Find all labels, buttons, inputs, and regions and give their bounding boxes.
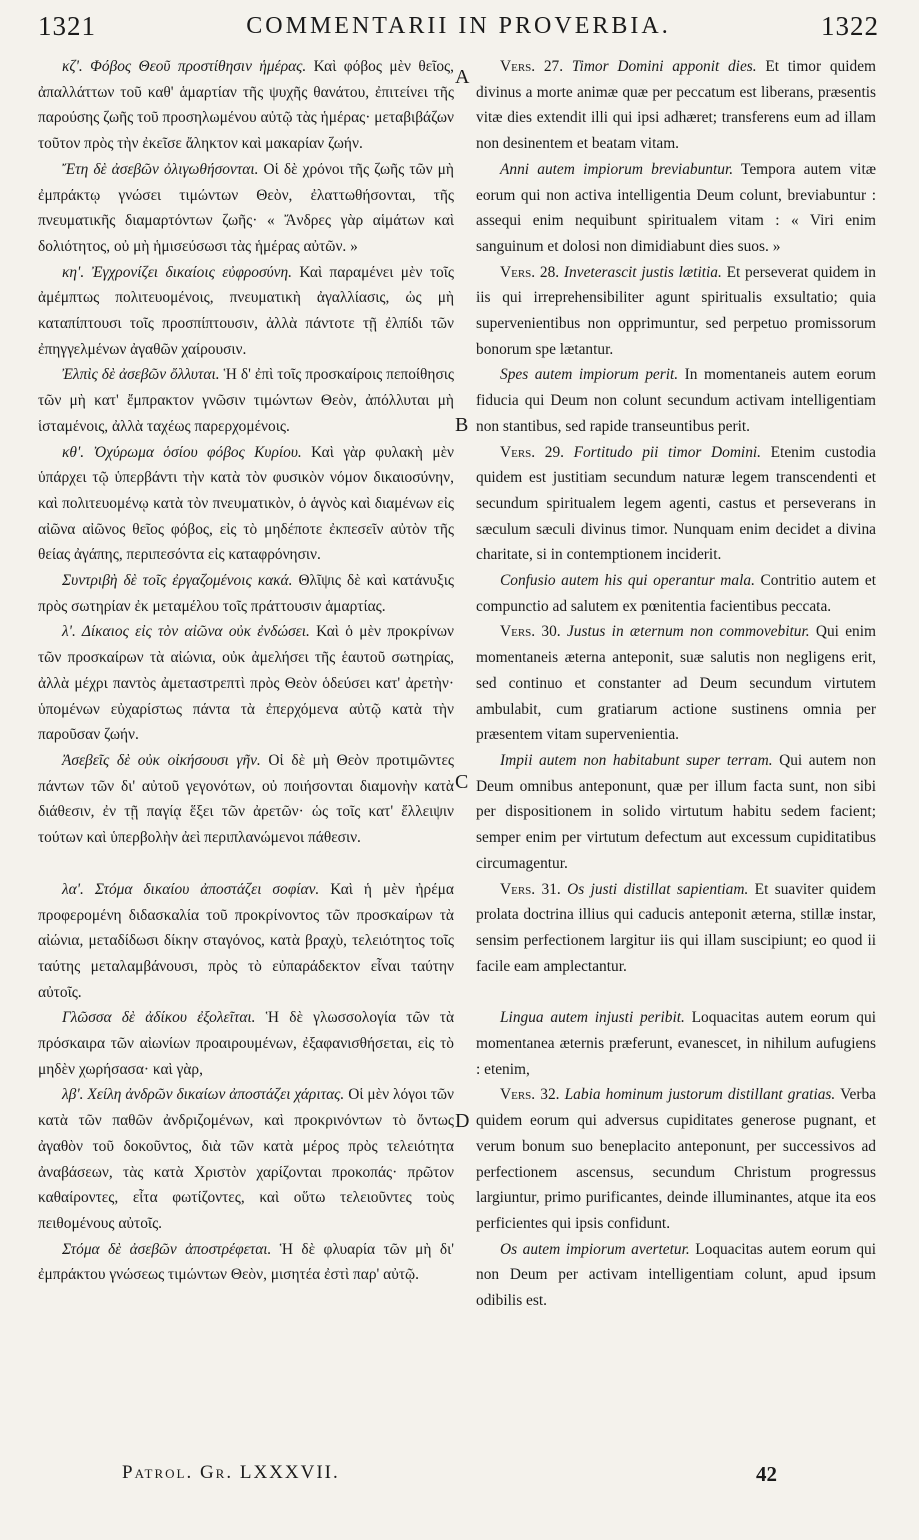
greek-lemma: λβ'. Χείλη ἀνδρῶν δικαίων ἀποστάζει χάριτας. bbox=[62, 1086, 345, 1104]
sheet-number: 42 bbox=[756, 1462, 777, 1486]
greek-text: Καὶ ἡ μὲν ἠρέμα προφερομένη διδασκαλία τοῦ προκρίνοντος τῶν προσκαίρων τὰ αἰώνια, μεταδίδωσι δίκην σταγόνος, κατὰ βραχὺ, τελειότητος τοῖς ταύτης μεταλαμβάνουσι, πρὸς τὸ εὐπαράδεκτον εἶναι ταύτην αὐτοῖς. bbox=[38, 880, 454, 1001]
greek-paragraph bbox=[38, 157, 454, 260]
latin-paragraph bbox=[476, 1005, 876, 1082]
latin-lemma: Anni autem impiorum breviabuntur. bbox=[500, 160, 734, 178]
latin-text: Et perseverat quidem in iis qui irreprehensibiliter agunt spiritualis exsultatio; quia supervenientibus non opprimuntur, sed perpetuo promissorum bonorum spe lætantur. bbox=[476, 263, 876, 358]
page-number-left: 1321 bbox=[38, 10, 96, 41]
greek-text: Οἱ δὲ μὴ Θεὸν προτιμῶντες πάντων τῶν δι' αὐτοῦ γεγονότων, οὐ ποιήσονται διαμονὴν κατὰ διάθεσιν, ἐν τῇ παγίᾳ ἕξει τῶν ἀρετῶν· ὡς τοῖς κατ' ἔλλειψιν τούτων καὶ ὑπερβολὴν ἀεὶ περιπλανώμενοι πάθεσιν. bbox=[38, 751, 455, 847]
latin-paragraph bbox=[476, 877, 876, 980]
greek-lemma: Ἀσεβεῖς δὲ οὐκ οἰκήσουσι γῆν. bbox=[62, 751, 261, 769]
latin-lemma: Justus in æternum non commovebitur. bbox=[560, 623, 810, 641]
latin-paragraph bbox=[476, 157, 876, 260]
latin-paragraph bbox=[476, 54, 876, 157]
greek-paragraph bbox=[38, 568, 454, 619]
section-gap bbox=[38, 851, 454, 877]
latin-lemma: Os autem impiorum avertetur. bbox=[500, 1240, 690, 1258]
latin-paragraph bbox=[476, 440, 876, 569]
greek-column bbox=[38, 54, 454, 1288]
section-gap bbox=[476, 979, 876, 1005]
latin-lemma: Confusio autem his qui operantur mala. bbox=[500, 572, 755, 590]
greek-text: Θλῖψις δὲ καὶ κατάνυξις πρὸς σωτηρίαν ἐκ μεταμέλου τοῖς πράττουσιν ἁμαρτίας. bbox=[38, 572, 455, 615]
latin-lemma: Fortitudo pii timor Domini. bbox=[563, 443, 762, 461]
latin-paragraph bbox=[476, 748, 876, 877]
latin-text: Tempora autem vitæ eorum qui non activa intelligentia Deum colunt, breviabuntur : assequi enim nequibunt spiritualem vitam : « Viri enim sanguinum et dolosi non dimidiabunt dies suos. » bbox=[476, 160, 876, 255]
margin-marker-a: A bbox=[455, 66, 470, 88]
greek-lemma: κη'. Ἐγχρονίζει δικαίοις εὐφροσύνη. bbox=[62, 263, 292, 281]
greek-lemma: λα'. Στόμα δικαίου ἀποστάζει σοφίαν. bbox=[62, 880, 320, 898]
greek-paragraph bbox=[38, 362, 454, 439]
greek-lemma: Στόμα δὲ ἀσεβῶν ἀποστρέφεται. bbox=[62, 1240, 272, 1258]
greek-lemma: Γλῶσσα δὲ ἀδίκου ἐξολεῖται. bbox=[62, 1009, 256, 1027]
latin-text: Contritio autem et compunctio ad salutem ex pœnitentia facientibus peccata. bbox=[476, 572, 876, 615]
verse-label: Vers. 31. bbox=[500, 880, 561, 898]
latin-text: Loquacitas autem eorum qui momentanea æternis præferunt, evanescet, in nihilum aufugiens : etenim, bbox=[476, 1009, 876, 1078]
latin-text: Qui enim momentaneis æterna anteponit, suæ salutis non negligens erit, sed continuo et constanter ad Deum secundum virtutem ambulabit, cum gratiarum actione sustinens omnia per præsentem vitam supervenientia. bbox=[476, 623, 876, 744]
latin-paragraph bbox=[476, 1082, 876, 1236]
greek-lemma: Συντριβὴ δὲ τοῖς ἐργαζομένοις κακά. bbox=[62, 572, 293, 590]
greek-lemma: Ἐλπὶς δὲ ἀσεβῶν ὄλλυται. bbox=[62, 366, 220, 384]
verse-label: Vers. 29. bbox=[500, 443, 564, 461]
greek-lemma: λ'. Δίκαιος εἰς τὸν αἰῶνα οὐκ ἐνδώσει. bbox=[62, 623, 310, 641]
latin-paragraph bbox=[476, 362, 876, 439]
greek-paragraph bbox=[38, 1082, 454, 1236]
greek-text: Οἱ μὲν λόγοι τῶν κατὰ τῶν παθῶν ἀνδριζομένων, καὶ προκρινόντων τὸ ὄντως ἀγαθὸν τοῦ δοκοῦντος, διὰ τῶν κατὰ μέρος πρὸς τελειότητα ἀναβάσεων, τὰς κατὰ Χριστὸν χαρίζονται προκοπάς· πρῶτον καθαίροντες, εἶτα φωτίζοντες, καὶ οὕτω τελειοῦντες τοὺς πειθομένους αὐτοῖς. bbox=[38, 1086, 454, 1232]
latin-paragraph bbox=[476, 1237, 876, 1314]
latin-text: Loquacitas autem eorum qui non Deum per activam intelligentiam colunt, apud ipsum odibilis est. bbox=[476, 1240, 876, 1310]
greek-paragraph bbox=[38, 877, 454, 1006]
greek-lemma: κζ'. Φόβος Θεοῦ προστίθησιν ἡμέρας. bbox=[62, 58, 307, 75]
greek-lemma: κθ'. Ὀχύρωμα ὁσίου φόβος Κυρίου. bbox=[62, 443, 302, 461]
margin-marker-d: D bbox=[455, 1110, 470, 1132]
latin-text: In momentaneis autem eorum fiducia qui Deum non colunt secundum activam intelligentiam non stantibus, sed rapide transeuntibus perit. bbox=[476, 366, 876, 435]
margin-marker-c: C bbox=[455, 771, 469, 793]
greek-text: Ἡ δὲ φλυαρία τῶν μὴ δι' ἐμπράκτου γνώσεως τιμώντων Θεὸν, μισητέα ἐστὶ παρ' αὐτῷ. bbox=[38, 1240, 454, 1284]
printer-signature: Patrol. Gr. LXXXVII. bbox=[122, 1462, 340, 1483]
greek-text: Οἱ δὲ χρόνοι τῆς ζωῆς τῶν μὴ ἐμπράκτῳ γνώσει τιμώντων Θεὸν, ἐλαττωθήσονται, τῆς πνευματικῆς διαμαρτόντων ζωῆς· « Ἄνδρες γὰρ αἱμάτων καὶ δολιότητος, οὐ μὴ ἡμισεύσωσι τὰς ἡμέρας αὐτῶν. » bbox=[38, 160, 454, 255]
greek-text: Καὶ φόβος μὲν θεῖος, ἀπαλλάττων τοῦ καθ' ἁμαρτίαν τῆς ψυχῆς θανάτου, ἐπιτείνει τῆς παρούσης ζωῆς τοῦ προσηλωμένου αὐτῷ τὰς ἡμέρας· μεταβιβάζων τοῦτον πρὸς τὴν ἐκεῖσε ἄληκτον καὶ μακαρίαν ζωήν. bbox=[38, 58, 454, 153]
latin-lemma: Timor Domini apponit dies. bbox=[563, 58, 757, 75]
greek-paragraph bbox=[38, 748, 454, 851]
greek-paragraph bbox=[38, 619, 454, 748]
latin-text: Et timor quidem divinus a morte animæ quæ per peccatum est liberans, præsentis vitæ dies extendit illi qui ipsi adhæret; transferens eum ad illam non desinentem et beatam vitam. bbox=[476, 58, 876, 153]
greek-paragraph bbox=[38, 260, 454, 363]
greek-paragraph bbox=[38, 1237, 454, 1288]
verse-label: Vers. 27. bbox=[500, 58, 564, 75]
greek-lemma: Ἔτη δὲ ἀσεβῶν ὀλιγωθήσονται. bbox=[62, 160, 259, 178]
latin-lemma: Spes autem impiorum perit. bbox=[500, 366, 679, 384]
latin-lemma: Impii autem non habitabunt super terram. bbox=[500, 751, 773, 769]
latin-text: Qui autem non Deum omnibus anteponunt, quæ per illum facta sunt, non sibi per dispositionem in solido virtutum habitu sedem facient; semper enim per virtutum defectum aut excessum cupiditatibus circumagentur. bbox=[476, 751, 876, 872]
greek-text: Ἡ δὲ γλωσσολογία τῶν τὰ πρόσκαιρα τῶν αἰωνίων προαιρουμένων, ἐξαφανισθήσεται, εἰς τὸ μηδὲν χωρήσασα· καὶ γὰρ, bbox=[38, 1009, 455, 1078]
running-header bbox=[38, 6, 879, 46]
latin-text: Et suaviter quidem prolata doctrina illius qui caducis anteponit æterna, stillæ instar, sensim perfectionem largitur iis qui illam suscipiunt; eo quod ii facile eam amplectantur. bbox=[476, 880, 876, 975]
latin-paragraph bbox=[476, 568, 876, 619]
verse-label: Vers. 28. bbox=[500, 263, 560, 281]
greek-paragraph bbox=[38, 440, 454, 569]
greek-text: Καὶ γὰρ φυλακὴ μὲν ὑπάρχει τῷ ὑπερβάντι τὴν κατὰ τὸν φυσικὸν νόμον δικαιοσύνην, καὶ πολιτευομένῳ κατὰ τὸν πνευματικὸν, ὁ ἁγνὸς καὶ διαμένων εἰς αἰῶνα αἰῶνος θεῖος φόβος, εἰς τὸ μηδέποτε ἐκπεσεῖν αὐτὸν τῆς θείας ἀγάπης, περιπεσόντα εἰς καταφρόνησιν. bbox=[38, 443, 454, 564]
latin-lemma: Os justi distillat sapientiam. bbox=[560, 880, 749, 898]
latin-lemma: Labia hominum justorum distillant gratias. bbox=[559, 1086, 836, 1104]
latin-paragraph bbox=[476, 619, 876, 748]
latin-paragraph bbox=[476, 260, 876, 363]
greek-paragraph bbox=[38, 54, 454, 157]
greek-text: Καὶ ὁ μὲν προκρίνων τῶν προσκαίρων τὰ αἰώνια, οὐκ ἀμελήσει τῆς ἑαυτοῦ σωτηρίας, ἀλλὰ μέχρι παντὸς ἀμεταστρεπτὶ πρὸς Θεὸν ὁδεύσει κατ' ἀρετὴν· ὑπομένων εὐχαρίστως πάντα τὰ ἐπερχόμενα αὐτῷ κατὰ τὴν παροῦσαν ζωήν. bbox=[38, 623, 454, 744]
greek-text: Καὶ παραμένει μὲν τοῖς ἀμέμπτως πολιτευομένοις, πνευματικὴ ἀγαλλίασις, ὡς μὴ καταπίπτουσι τοῖς προσπίπτουσιν, ἀλλὰ πάντοτε τῇ ἐλπίδι τῶν ἐπηγγελμένων ἀγαθῶν χαίρουσιν. bbox=[38, 263, 454, 358]
latin-lemma: Inveterascit justis lætitia. bbox=[559, 263, 722, 281]
running-title: COMMENTARII IN PROVERBIA. bbox=[246, 12, 671, 39]
latin-text: Verba quidem eorum qui adversus cupiditates generose pugnant, et verum bonum suo beneplacito anteponunt, per successivos ad perfectionem ascensus, secundum Christum progressus largiuntur, primo purificantes, deinde illuminantes, atque ita eos perficientes qui ipsis confidunt. bbox=[476, 1086, 876, 1232]
verse-label: Vers. 32. bbox=[500, 1086, 560, 1104]
greek-paragraph bbox=[38, 1005, 454, 1082]
latin-lemma: Lingua autem injusti peribit. bbox=[500, 1009, 685, 1027]
greek-text: Ἡ δ' ἐπὶ τοῖς προσκαίροις πεποίθησις τῶν μὴ κατ' ἔμπρακτον γνῶσιν τιμώντων Θεὸν, ἀπόλλυται μὴ ἱσταμένοις, ἀλλὰ ταχέως παρερχομένοις. bbox=[38, 366, 455, 435]
margin-marker-b: B bbox=[455, 414, 469, 436]
latin-column bbox=[476, 54, 876, 1314]
page-footer bbox=[38, 1462, 879, 1496]
verse-label: Vers. 30. bbox=[500, 623, 561, 641]
page-number-right: 1322 bbox=[820, 10, 879, 41]
latin-text: Etenim custodia quidem est justitiam secundum naturæ legem transcendenti et secundum spiritualem legem agenti, castus et perseverans in sæculum sæculi divinus timor. Nunquam enim decidet a divina charitate, si in contemptionem inciderit. bbox=[476, 443, 876, 564]
